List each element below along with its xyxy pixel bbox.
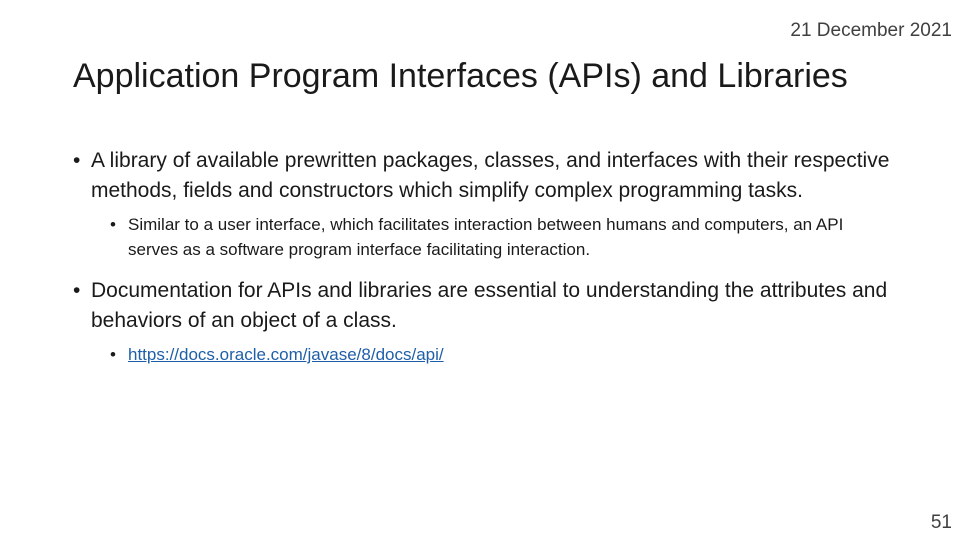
bullet-item [73, 276, 893, 335]
bullet-item [73, 146, 893, 205]
bullet-icon: • [73, 279, 81, 302]
slide-body [73, 146, 893, 382]
page-number: 51 [930, 512, 952, 533]
sub-bullet-text: Similar to a user interface, which facilitates interaction between humans and computers, an API serves as a software program interface facilitating interaction. [128, 215, 844, 259]
bullet-icon: • [110, 215, 116, 234]
bullet-text: A library of available prewritten packages, classes, and interfaces with their respective methods, fields and constructors which simplify complex programming tasks. [91, 149, 890, 202]
bullet-icon: • [110, 345, 116, 364]
sub-bullet-item [110, 343, 893, 368]
slide-title: Application Program Interfaces (APIs) and Libraries [73, 57, 848, 95]
api-docs-link[interactable]: https://docs.oracle.com/javase/8/docs/api/ [128, 345, 444, 364]
bullet-icon: • [73, 149, 81, 172]
bullet-text: Documentation for APIs and libraries are essential to understanding the attributes and behaviors of an object of a class. [91, 279, 888, 332]
sub-bullet-item [110, 213, 893, 262]
slide-date: 21 December 2021 [790, 20, 952, 41]
